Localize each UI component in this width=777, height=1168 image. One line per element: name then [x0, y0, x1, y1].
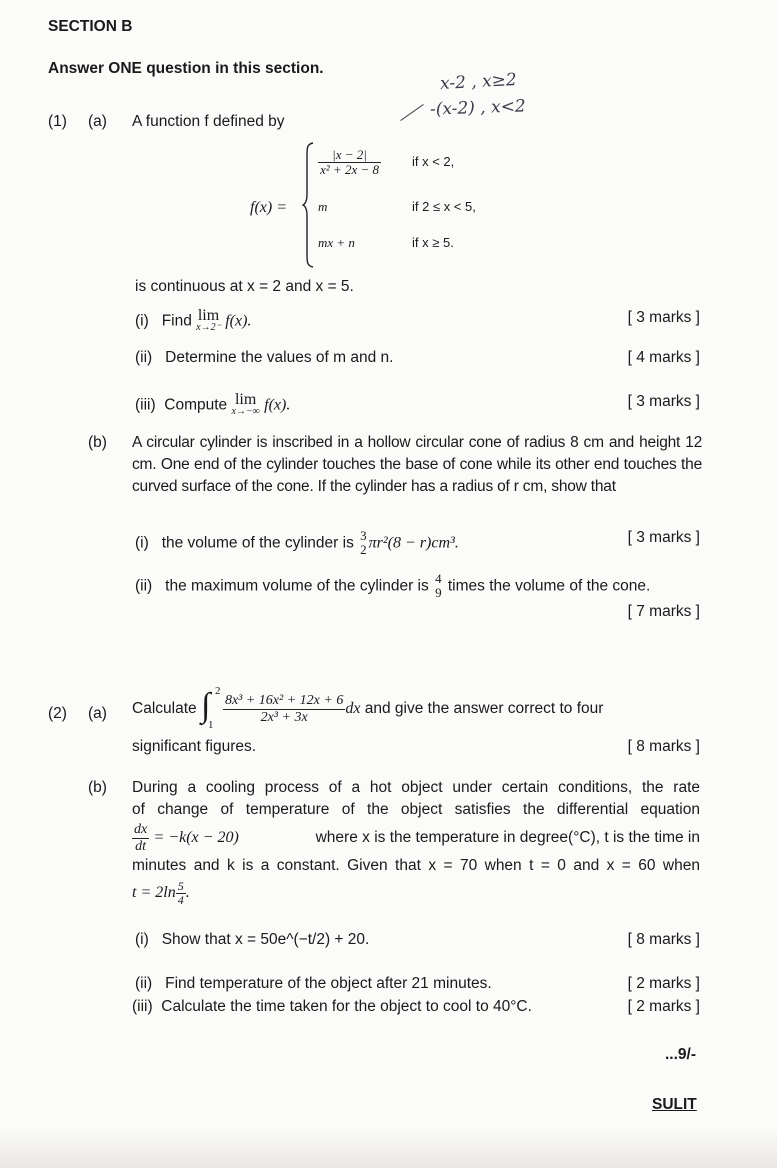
continuity-statement: is continuous at x = 2 and x = 5.: [135, 278, 354, 295]
q2b-line2: of change of temperature of the object satisfies the differential equation: [132, 801, 700, 818]
instruction: Answer ONE question in this section.: [48, 60, 324, 77]
q1-number: (1): [48, 113, 67, 130]
q2bii-marks: [ 2 marks ]: [627, 975, 700, 992]
brace: [302, 142, 314, 268]
piece2-condition: if 2 ≤ x < 5,: [412, 199, 476, 214]
section-heading: SECTION B: [48, 18, 133, 35]
q2a-marks: [ 8 marks ]: [627, 738, 700, 755]
handwritten-note-1: x-2 , x≥2: [439, 70, 518, 94]
q1ai-marks: [ 3 marks ]: [627, 309, 700, 326]
piece2-expr: m: [318, 199, 328, 214]
q2bi-marks: [ 8 marks ]: [627, 931, 700, 948]
q1ai: (i) Find lim x→2⁻ f(x).: [135, 307, 252, 334]
piece1-fraction: $\frac{|x - 2|}{\text{x² + 2x − 8}}$: [320, 147, 379, 178]
q2b-label: (b): [88, 779, 107, 796]
q2b-line4: minutes and k is a constant. Given that x = 70 when t = 0 and x = 60 when: [132, 857, 700, 874]
q2b-line3: $\frac{dx}{dt}$ = −k(x − 20) where x is the temperature in degree(°C), t is the time in: [134, 822, 700, 854]
q2bi: (i) Show that x = 50e^(−t/2) + 20.: [135, 931, 370, 948]
q1bi-marks: [ 3 marks ]: [627, 529, 700, 546]
q1bii: (ii) the maximum volume of the cylinder is 4 9 times the volume of the cone.: [135, 571, 651, 601]
sulit-label: SULIT: [652, 1096, 697, 1113]
q1bi: (i) the volume of the cylinder is 3 2 πr²(8 − r)cm³.: [135, 528, 459, 558]
q2a-text3: significant figures.: [132, 738, 257, 755]
q1bii-marks: [ 7 marks ]: [627, 603, 700, 620]
handwritten-stroke: [400, 104, 424, 121]
q2biii: (iii) Calculate the time taken for the object to cool to 40°C.: [132, 998, 532, 1015]
q2a-integral: Calculate ∫ 2 1 $\frac{\text{8x³ + 16x² + 12x + 6}}{\text{2x³ + 3x}}$ dx and give the answer correct to four: [132, 685, 604, 731]
q2a-label: (a): [88, 705, 107, 722]
q2-number: (2): [48, 705, 67, 722]
q1aii: (ii) Determine the values of m and n.: [135, 349, 394, 366]
q2biii-marks: [ 2 marks ]: [627, 998, 700, 1015]
q1aiii: (iii) Compute lim x→−∞ f(x).: [135, 391, 291, 418]
q1b-label: (b): [88, 434, 107, 451]
q1a-intro: A function f defined by: [132, 113, 285, 130]
photo-shadow: [0, 1128, 777, 1168]
q1aiii-marks: [ 3 marks ]: [627, 393, 700, 410]
q2bii: (ii) Find temperature of the object after 21 minutes.: [135, 975, 492, 992]
fx-label: f(x) =: [250, 199, 287, 216]
q2b-line1: During a cooling process of a hot object under certain conditions, the rate: [132, 779, 700, 796]
continue-marker: ...9/-: [665, 1046, 697, 1063]
q1aii-marks: [ 4 marks ]: [627, 349, 700, 366]
piece3-condition: if x ≥ 5.: [412, 235, 454, 250]
q2b-t-value: t = 2ln $\frac{5}{4}$ .: [132, 878, 190, 907]
q1a-label: (a): [88, 113, 107, 130]
q1b-text: A circular cylinder is inscribed in a hollow circular cone of radius 8 cm and height 12 cm. One end of the cylinder touches the base of cone while its other end touches the curved surface of the cone. If the cylinder has a radius of r cm, show that: [132, 434, 702, 495]
piece1-condition: if x < 2,: [412, 154, 455, 169]
handwritten-note-2: -(x-2) , x<2: [429, 96, 527, 120]
piece3-expr: mx + n: [318, 235, 355, 250]
